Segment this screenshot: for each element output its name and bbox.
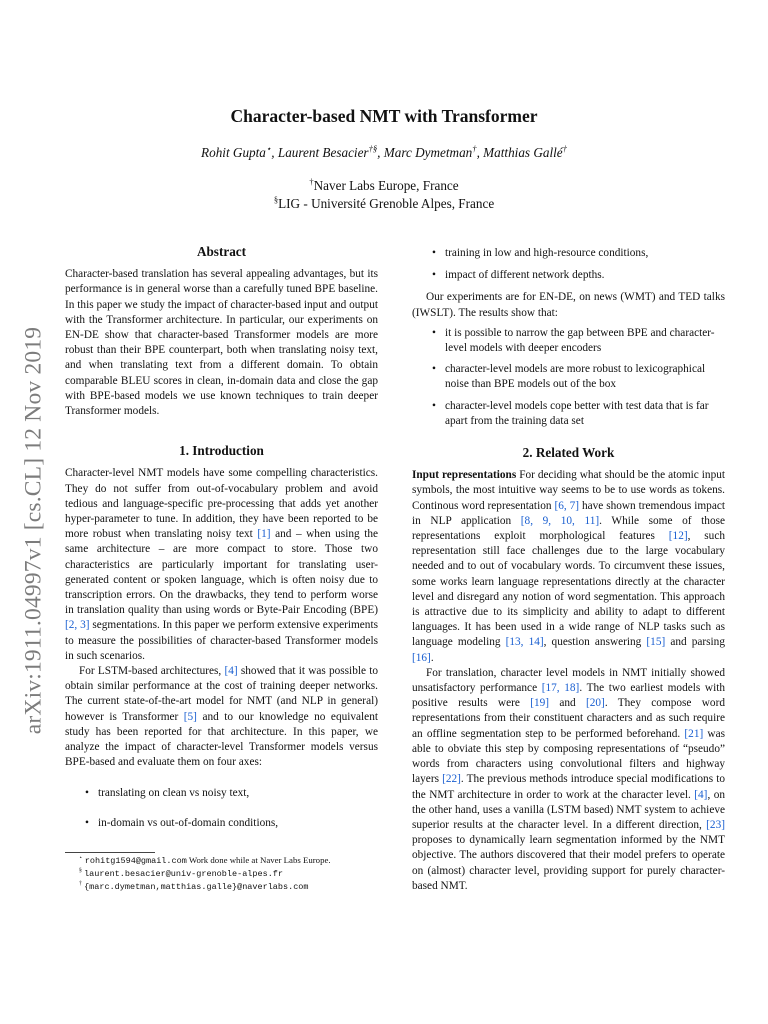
author-list (0, 145, 768, 161)
text-run: and parsing (665, 636, 725, 649)
citation-link[interactable]: [6, 7] (554, 499, 580, 512)
citation-link[interactable]: [17, 18] (541, 682, 580, 695)
footnote-email: {marc.dymetman,matthias.galle}@naverlabs.com (84, 881, 309, 892)
text-run: For LSTM-based architectures, (79, 665, 225, 678)
text-run: . They compose word representations from their constituent characters and as such require an offline segmentation step to be performed beforehand. (412, 697, 725, 740)
arxiv-stamp (4, 300, 64, 760)
citation-link[interactable]: [1] (257, 528, 271, 541)
section-heading-related-work: 2. Related Work (522, 445, 615, 461)
footnote-note: Work done while at Naver Labs Europe. (186, 855, 331, 865)
author-name: Rohit Gupta (201, 145, 266, 160)
text-run: . The previous methods introduce special modifications to the NMT architecture in order to work at the character level. (412, 773, 725, 801)
text-run: showed that it was possible to obtain similar performance at the cost of training deeper networks. The current state-of-the-art model for NMT (and NLP in general) however is Transformer (65, 665, 378, 723)
text-run: . The two earliest models with positive results were (412, 682, 725, 710)
citation-link[interactable]: [12] (668, 530, 688, 543)
footnote-mark: ⋆ (79, 855, 83, 862)
abstract-heading: Abstract (196, 244, 247, 259)
affiliation (0, 178, 768, 194)
citation-link[interactable]: [19] (530, 697, 550, 710)
text-run: segmentations. In this paper we perform extensive experiments to measure the possibilities of character-based Transformer models in such scenarios. (65, 619, 378, 662)
text-run: For deciding what should be the atomic input symbols, the most intuitive way seems to be to use words as tokens. Continous word representation (412, 469, 726, 512)
affiliation-text: Naver Labs Europe, France (313, 178, 459, 193)
intro-paragraph-2 (65, 664, 378, 770)
citation-link[interactable]: [22] (442, 773, 461, 786)
citation-link[interactable]: [5] (183, 710, 197, 723)
list-item: • character-level models cope better with test data that is far apart from the training data set (412, 399, 725, 429)
related-paragraph-1-body (412, 469, 725, 663)
text-run: and to our knowledge no equivalent study has been reported for that architecture. In this paper, we analyze the impact of character-level Transformer models versus BPE-based and evaluate them on four axes: (65, 710, 378, 769)
affiliation-text: LIG - Université Grenoble Alpes, France (278, 196, 495, 211)
author-separator: , (377, 145, 384, 160)
related-paragraph-2 (412, 666, 725, 894)
section-heading-introduction: 1. Introduction (179, 443, 264, 459)
evaluation-axes-list-continued (412, 246, 725, 283)
footnote-mark: † (79, 880, 82, 887)
text-run: and – when using the same architecture – are more compact to store. Those two characteristics are particularly important for translating user-generated content or spoken language, which is often noisy due to transcription errors. On the drawbacks, they tend to perform worse in translation quality than using words or Byte-Pair Encoding (BPE) (65, 528, 378, 617)
author-name: Laurent Besacier (277, 145, 369, 160)
list-item: • in-domain vs out-of-domain conditions, (65, 816, 378, 831)
text-run: , such representation still face challenges due to the large vocabulary needed and to out of vocabulary words. To circumvent these issues, some works learn language representations directly at the character level and disregard any notion of word segmentation. This approach is attractive due to its simplicity and ability to adapt to different languages. It has been used in a wide range of NLP tasks such as language modeling (412, 530, 725, 649)
left-column (65, 244, 378, 831)
list-item: • it is possible to narrow the gap between BPE and character-level models with deeper encoders (412, 326, 725, 356)
citation-link[interactable]: [2, 3] (65, 619, 90, 632)
experiments-paragraph: Our experiments are for EN-DE, on news (WMT) and TED talks (IWSLT). The results show that: (412, 291, 725, 319)
list-item: • training in low and high-resource conditions, (412, 246, 725, 261)
author-separator: , (476, 145, 484, 160)
footnote-mark: § (79, 867, 82, 874)
evaluation-axes-list (65, 786, 378, 831)
list-item: • character-level models are more robust to lexicographical noise than BPE models out of the box (412, 362, 725, 392)
intro-paragraph-1 (65, 466, 378, 664)
author-mark: † (562, 143, 567, 154)
author-mark: ⋆ (265, 143, 272, 154)
affiliation-mark: § (273, 194, 279, 205)
citation-link[interactable]: [13, 14] (505, 636, 544, 649)
list-item: • impact of different network depths. (412, 268, 725, 283)
text-run: Character-level NMT models have some compelling characteristics. They do not suffer from out-of-vocabulary problem and avoid tedious and language-specific pre-processing that adds yet another hyper-parameter to tune. In addition, they have been reported to be more robust when translating noisy text (65, 467, 378, 541)
citation-link[interactable]: [15] (646, 636, 666, 649)
abstract-text: Character-based translation has several appealing advantages, but its performance is in general worse than a carefully tuned BPE baseline. In this paper we study the impact of character-based input and output with the Transformer architecture. In particular, our experiments on EN-DE show that character-based Transformer models are more robust than their BPE counterpart, both when translating noisy text, and when translating text from a different domain. To obtain comparable BLEU scores in clean, in-domain data and close the gap with BPE-based models we use known techniques to train deeper Transformer models. (65, 268, 378, 418)
affiliation-mark: † (309, 176, 314, 187)
footnotes (65, 852, 378, 893)
author-mark: †§ (368, 143, 378, 154)
footnote-rule (65, 852, 155, 853)
citation-link[interactable]: [20] (585, 697, 605, 710)
text-run: , question answering (543, 636, 647, 649)
paper-title: Character-based NMT with Transformer (230, 106, 538, 126)
citation-link[interactable]: [23] (706, 818, 725, 831)
arxiv-stamp-text: arXiv:1911.04997v1 [cs.CL] 12 Nov 2019 (20, 326, 47, 734)
footnote-email: laurent.besacier@univ-grenoble-alpes.fr (84, 868, 283, 879)
affiliation (0, 196, 768, 212)
list-item: • translating on clean vs noisy text, (65, 786, 378, 801)
citation-link[interactable]: [4] (224, 665, 238, 678)
citation-link[interactable]: [4] (694, 788, 708, 801)
text-run: . While some of those representations exploit morphological features (412, 514, 725, 543)
text-run: . (430, 651, 434, 664)
footnote (65, 855, 378, 868)
related-paragraph-1 (412, 468, 725, 666)
author-name: Marc Dymetman (383, 145, 473, 160)
author-separator: , (271, 145, 278, 160)
author-name: Matthias Gallé (483, 145, 563, 160)
citation-link[interactable]: [8, 9, 10, 11] (520, 514, 600, 527)
text-run: proposes to dynamically learn segmentation informed by the NMT objective. The authors discovered that their model prefers to operate on (almost) character level, providing support for purely character-based NMT. (412, 834, 725, 892)
text-run: was able to obviate this step by composing representations of “pseudo” words from characters using convolutional filters and highway layers (412, 727, 725, 786)
text-run: have shown tremendous impact in NLP application (412, 499, 725, 527)
text-run: and (549, 697, 586, 710)
footnote (65, 881, 378, 894)
author-mark: † (472, 143, 477, 154)
footnote-email: rohitg1594@gmail.com (84, 856, 187, 866)
citation-link[interactable]: [16] (412, 651, 431, 664)
text-run: For translation, character level models in NMT initially showed unsatisfactory performance (412, 666, 725, 695)
citation-link[interactable]: [21] (684, 727, 704, 740)
runin-heading: Input representations (412, 469, 517, 482)
footnote (65, 868, 378, 881)
text-run: , on the other hand, uses a vanilla (LSTM based) NMT system to achieve superior results at the character level. In a different direction, (412, 788, 725, 831)
results-list (412, 326, 725, 429)
right-column (412, 244, 725, 894)
